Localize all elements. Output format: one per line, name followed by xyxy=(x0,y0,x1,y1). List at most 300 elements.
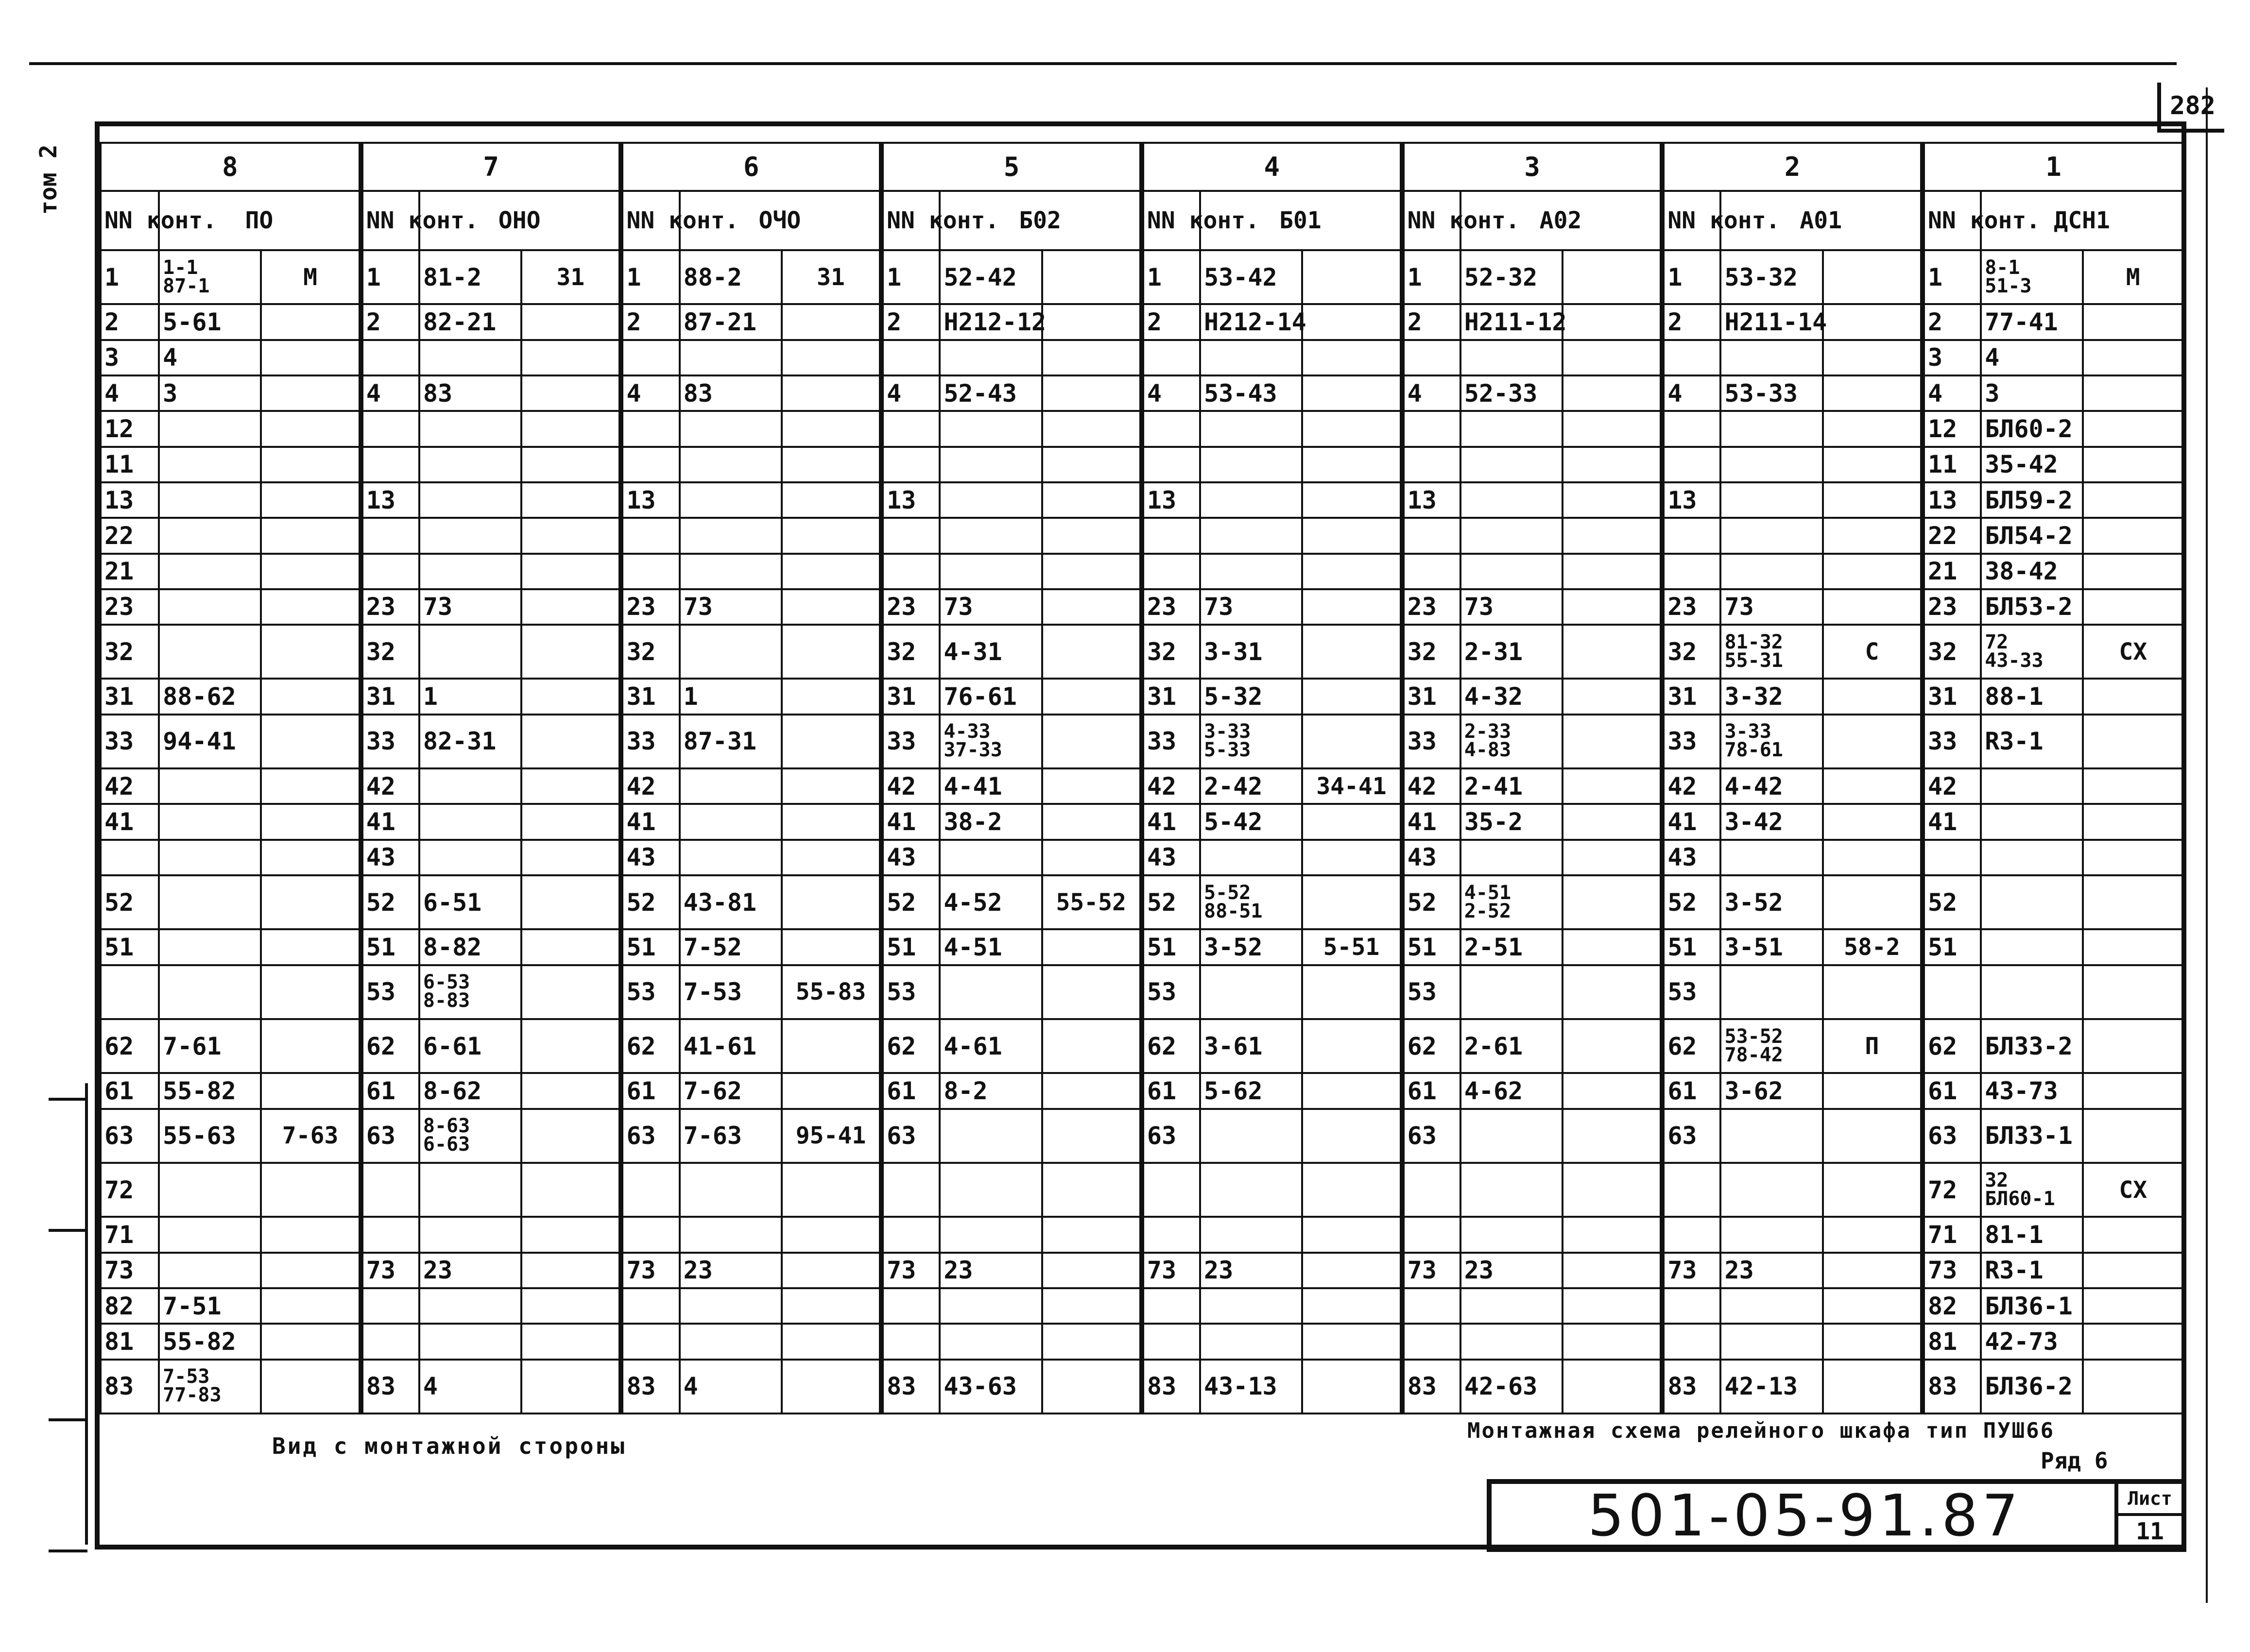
wire-destination: БЛ59-2 xyxy=(1981,482,2083,518)
table-row xyxy=(101,679,2183,714)
wire-destination: 53-43 xyxy=(1200,375,1302,411)
wire-note xyxy=(782,482,881,518)
wire-note xyxy=(1042,1288,1142,1324)
wire-destination: 23 xyxy=(1200,1253,1302,1288)
sheet-label: Лист xyxy=(2118,1484,2181,1516)
contact-number: 4 xyxy=(881,375,940,411)
contact-number: 4 xyxy=(621,375,679,411)
wire-note xyxy=(1042,447,1142,482)
wire-destination xyxy=(1720,340,1822,375)
contact-number xyxy=(1142,1217,1200,1252)
wire-note xyxy=(2083,715,2183,768)
table-row xyxy=(101,1253,2183,1288)
contact-number: 31 xyxy=(1662,679,1720,714)
wire-note xyxy=(1042,1073,1142,1108)
contact-number: 51 xyxy=(361,929,419,965)
wire-note xyxy=(261,1360,361,1414)
wire-destination xyxy=(1200,1109,1302,1163)
wire-note xyxy=(1042,715,1142,768)
wire-destination: 55-82 xyxy=(159,1073,261,1108)
wire-destination: 6-53 8-83 xyxy=(419,965,521,1019)
wire-note xyxy=(782,715,881,768)
contact-number: 52 xyxy=(621,875,679,929)
contact-number: 61 xyxy=(1402,1073,1460,1108)
wire-note xyxy=(2083,965,2183,1019)
wire-note xyxy=(1563,1109,1662,1163)
column-number: 7 xyxy=(361,143,621,191)
contact-number: 51 xyxy=(1402,929,1460,965)
wire-destination: 23 xyxy=(940,1253,1042,1288)
contact-number: 63 xyxy=(1662,1109,1720,1163)
contact-number: 43 xyxy=(881,840,940,875)
contact-number xyxy=(881,1217,940,1252)
wire-note xyxy=(1042,1253,1142,1288)
wire-destination xyxy=(680,1217,782,1252)
wire-destination: БЛ53-2 xyxy=(1981,589,2083,625)
contact-number: 61 xyxy=(621,1073,679,1108)
contact-number: 31 xyxy=(1142,679,1200,714)
contact-number: 32 xyxy=(1402,625,1460,679)
wire-destination: 73 xyxy=(1460,589,1563,625)
contact-number xyxy=(1402,1163,1460,1217)
wire-note xyxy=(1823,1360,1923,1414)
wire-destination xyxy=(680,768,782,804)
wire-destination xyxy=(680,804,782,839)
contact-number: 72 xyxy=(101,1163,159,1217)
wire-note xyxy=(521,625,621,679)
wire-note: 58-2 xyxy=(1823,929,1923,965)
wire-note xyxy=(782,518,881,553)
contact-number xyxy=(1142,518,1200,553)
wire-note xyxy=(1042,250,1142,304)
contact-number xyxy=(1142,340,1200,375)
contact-number: 51 xyxy=(1662,929,1720,965)
contact-number xyxy=(621,1324,679,1359)
wire-destination: 81-2 xyxy=(419,250,521,304)
wire-note xyxy=(1042,965,1142,1019)
wire-note xyxy=(1042,625,1142,679)
contact-number: 4 xyxy=(1923,375,1981,411)
contact-number xyxy=(101,840,159,875)
wire-destination xyxy=(159,768,261,804)
wire-note xyxy=(782,768,881,804)
wire-destination: 3 xyxy=(159,375,261,411)
wire-destination xyxy=(680,447,782,482)
wire-destination: 3 xyxy=(1981,375,2083,411)
wire-destination xyxy=(1200,1217,1302,1252)
table-row xyxy=(101,715,2183,768)
wire-note xyxy=(2083,518,2183,553)
wire-note xyxy=(1302,1163,1402,1217)
wire-destination xyxy=(419,625,521,679)
wire-destination: 53-52 78-42 xyxy=(1720,1019,1822,1073)
contact-number xyxy=(881,518,940,553)
contact-number: 41 xyxy=(621,804,679,839)
wire-note xyxy=(2083,1253,2183,1288)
wire-destination: 8-62 xyxy=(419,1073,521,1108)
contact-number: 73 xyxy=(101,1253,159,1288)
contact-number: 33 xyxy=(881,715,940,768)
wire-note xyxy=(1823,965,1923,1019)
wire-destination: 76-61 xyxy=(940,679,1042,714)
contact-number: 42 xyxy=(1142,768,1200,804)
contact-number: 43 xyxy=(1402,840,1460,875)
wire-destination xyxy=(940,1217,1042,1252)
wire-note xyxy=(1823,1253,1923,1288)
contact-number: 33 xyxy=(1923,715,1981,768)
table-row xyxy=(101,518,2183,553)
wire-destination: Н211-14 xyxy=(1720,304,1822,340)
wire-note xyxy=(261,679,361,714)
wire-destination: 7-63 xyxy=(680,1109,782,1163)
wire-note xyxy=(1563,929,1662,965)
wire-note xyxy=(261,1073,361,1108)
wire-note: М xyxy=(2083,250,2183,304)
contact-number: 23 xyxy=(361,589,419,625)
wire-destination xyxy=(419,447,521,482)
wire-note xyxy=(782,1073,881,1108)
wire-note xyxy=(521,411,621,446)
wire-destination: 73 xyxy=(940,589,1042,625)
wire-destination xyxy=(419,768,521,804)
contact-number xyxy=(881,447,940,482)
wire-note xyxy=(261,840,361,875)
wire-destination xyxy=(1460,1324,1563,1359)
wire-note xyxy=(2083,1360,2183,1414)
wire-note xyxy=(2083,768,2183,804)
contact-number: 82 xyxy=(1923,1288,1981,1324)
wire-note xyxy=(1302,840,1402,875)
contact-number xyxy=(621,554,679,589)
wire-destination: 35-2 xyxy=(1460,804,1563,839)
wire-note xyxy=(1823,840,1923,875)
wire-note xyxy=(261,304,361,340)
wire-destination: 2-61 xyxy=(1460,1019,1563,1073)
wire-note xyxy=(1823,1217,1923,1252)
wire-destination: 43-63 xyxy=(940,1360,1042,1414)
wire-note xyxy=(1563,715,1662,768)
contact-number: 42 xyxy=(361,768,419,804)
wire-note xyxy=(782,929,881,965)
wire-destination: 82-21 xyxy=(419,304,521,340)
contact-number: 52 xyxy=(1923,875,1981,929)
wire-note xyxy=(1563,589,1662,625)
contact-number xyxy=(1662,1163,1720,1217)
contact-number-header: NN конт. xyxy=(1923,191,1981,250)
right-edge-rule xyxy=(2206,87,2208,1603)
wire-note xyxy=(1823,375,1923,411)
contact-number: 62 xyxy=(1142,1019,1200,1073)
contact-number: 61 xyxy=(1142,1073,1200,1108)
volume-label: том 2 xyxy=(35,144,62,215)
column-number: 4 xyxy=(1142,143,1402,191)
wire-note xyxy=(521,447,621,482)
wire-note xyxy=(1823,875,1923,929)
wire-destination xyxy=(1981,840,2083,875)
wire-note xyxy=(1042,1109,1142,1163)
contact-number: 41 xyxy=(361,804,419,839)
wire-note xyxy=(1302,1324,1402,1359)
contact-number: 32 xyxy=(621,625,679,679)
wire-destination xyxy=(1981,804,2083,839)
wire-destination: 4-42 xyxy=(1720,768,1822,804)
device-name: А02 xyxy=(1460,191,1663,250)
contact-number xyxy=(101,965,159,1019)
wire-destination xyxy=(419,840,521,875)
wire-destination xyxy=(1720,518,1822,553)
wire-note: 34-41 xyxy=(1302,768,1402,804)
wire-destination: 7-51 xyxy=(159,1288,261,1324)
contact-number: 13 xyxy=(361,482,419,518)
contact-number: 82 xyxy=(101,1288,159,1324)
wire-destination xyxy=(159,518,261,553)
margin-ticks xyxy=(49,1069,87,1554)
contact-number xyxy=(1662,1217,1720,1252)
wire-destination xyxy=(940,482,1042,518)
wire-destination xyxy=(680,482,782,518)
wire-destination: 4-51 2-52 xyxy=(1460,875,1563,929)
wire-note xyxy=(2083,875,2183,929)
wire-note xyxy=(1563,840,1662,875)
wire-note xyxy=(521,1163,621,1217)
contact-number: 33 xyxy=(1402,715,1460,768)
wire-destination xyxy=(1460,1163,1563,1217)
wire-note xyxy=(1302,482,1402,518)
contact-number: 61 xyxy=(361,1073,419,1108)
wire-note xyxy=(1563,875,1662,929)
table-row xyxy=(101,768,2183,804)
wire-destination: БЛ36-2 xyxy=(1981,1360,2083,1414)
wire-destination xyxy=(419,411,521,446)
wire-destination: 81-1 xyxy=(1981,1217,2083,1252)
wire-destination: 6-51 xyxy=(419,875,521,929)
contact-number: 1 xyxy=(1662,250,1720,304)
wire-note xyxy=(782,1288,881,1324)
wire-note xyxy=(2083,1288,2183,1324)
wire-destination xyxy=(940,340,1042,375)
wire-note xyxy=(2083,840,2183,875)
wire-note xyxy=(1302,447,1402,482)
contact-number: 3 xyxy=(101,340,159,375)
contact-number: 43 xyxy=(361,840,419,875)
wire-destination: 4-33 37-33 xyxy=(940,715,1042,768)
wire-destination: 42-73 xyxy=(1981,1324,2083,1359)
table-row xyxy=(101,411,2183,446)
contact-number: 41 xyxy=(101,804,159,839)
wire-destination: 41-61 xyxy=(680,1019,782,1073)
wire-destination: 23 xyxy=(680,1253,782,1288)
wire-note xyxy=(521,965,621,1019)
table-row xyxy=(101,840,2183,875)
device-name: А01 xyxy=(1720,191,1923,250)
wire-destination xyxy=(1460,965,1563,1019)
contact-number xyxy=(361,447,419,482)
wire-destination: 72 43-33 xyxy=(1981,625,2083,679)
wire-note xyxy=(1563,804,1662,839)
contact-number xyxy=(1662,554,1720,589)
contact-number xyxy=(1142,447,1200,482)
table-row xyxy=(101,375,2183,411)
wire-destination: R3-1 xyxy=(1981,1253,2083,1288)
wire-destination: 5-32 xyxy=(1200,679,1302,714)
wire-note xyxy=(521,804,621,839)
wire-destination: 83 xyxy=(419,375,521,411)
contact-number: 2 xyxy=(1662,304,1720,340)
wire-note xyxy=(1302,304,1402,340)
contact-number: 81 xyxy=(1923,1324,1981,1359)
document-code: 501-05-91.87 xyxy=(1587,1482,2023,1549)
table-row xyxy=(101,929,2183,965)
table-row xyxy=(101,554,2183,589)
wire-note xyxy=(1042,1324,1142,1359)
wire-destination: 5-42 xyxy=(1200,804,1302,839)
contact-number: 31 xyxy=(361,679,419,714)
wire-note xyxy=(1823,1163,1923,1217)
table-row xyxy=(101,1019,2183,1073)
wire-destination xyxy=(680,840,782,875)
wire-note xyxy=(1302,715,1402,768)
table-row xyxy=(101,804,2183,839)
contact-number xyxy=(1142,1163,1200,1217)
wire-destination xyxy=(940,411,1042,446)
wire-note xyxy=(521,1360,621,1414)
wire-destination xyxy=(1720,482,1822,518)
wire-note: С xyxy=(1823,625,1923,679)
contact-number: 32 xyxy=(881,625,940,679)
contact-number: 83 xyxy=(361,1360,419,1414)
contact-number: 73 xyxy=(881,1253,940,1288)
wire-note xyxy=(1563,1217,1662,1252)
wire-note xyxy=(1823,1109,1923,1163)
contact-number xyxy=(361,1324,419,1359)
wire-destination xyxy=(159,482,261,518)
contact-number xyxy=(1402,1217,1460,1252)
contact-number: 12 xyxy=(101,411,159,446)
wire-note xyxy=(1302,1360,1402,1414)
wire-destination xyxy=(159,1253,261,1288)
wire-note xyxy=(1823,518,1923,553)
wire-destination: 4-41 xyxy=(940,768,1042,804)
wire-destination: 82-31 xyxy=(419,715,521,768)
wire-note xyxy=(1823,340,1923,375)
contact-number xyxy=(881,340,940,375)
contact-number: 11 xyxy=(101,447,159,482)
wire-note xyxy=(1302,411,1402,446)
wire-destination: 88-1 xyxy=(1981,679,2083,714)
wire-note xyxy=(521,518,621,553)
contact-number: 83 xyxy=(1662,1360,1720,1414)
wire-note: 55-83 xyxy=(782,965,881,1019)
table-row xyxy=(101,250,2183,304)
contact-number: 53 xyxy=(1142,965,1200,1019)
wire-destination: 42-13 xyxy=(1720,1360,1822,1414)
contact-number: 23 xyxy=(1402,589,1460,625)
contact-number: 1 xyxy=(1142,250,1200,304)
table-row xyxy=(101,1163,2183,1217)
wire-note xyxy=(1042,679,1142,714)
wire-note xyxy=(2083,482,2183,518)
contact-number xyxy=(361,518,419,553)
wire-note xyxy=(1042,768,1142,804)
wire-destination: 32 БЛ60-1 xyxy=(1981,1163,2083,1217)
wire-destination: 73 xyxy=(419,589,521,625)
wire-note xyxy=(1302,1288,1402,1324)
device-name: ДСН1 xyxy=(1981,191,2183,250)
wire-note xyxy=(2083,304,2183,340)
contact-number: 63 xyxy=(1923,1109,1981,1163)
wire-note xyxy=(261,715,361,768)
column-number: 3 xyxy=(1402,143,1663,191)
wire-note xyxy=(261,1288,361,1324)
wire-destination xyxy=(159,589,261,625)
wire-note xyxy=(1563,1073,1662,1108)
wire-note xyxy=(1042,929,1142,965)
wire-destination xyxy=(1981,929,2083,965)
wire-note xyxy=(1302,804,1402,839)
wire-destination xyxy=(940,965,1042,1019)
wire-destination: 4-61 xyxy=(940,1019,1042,1073)
wire-note xyxy=(521,1073,621,1108)
contact-number-header: NN конт. xyxy=(101,191,159,250)
wire-note xyxy=(1302,1109,1402,1163)
wire-note xyxy=(1563,625,1662,679)
contact-number: 61 xyxy=(881,1073,940,1108)
contact-number: 13 xyxy=(1402,482,1460,518)
wire-note xyxy=(1302,875,1402,929)
wire-note xyxy=(2083,1019,2183,1073)
wire-note xyxy=(782,304,881,340)
wire-destination xyxy=(159,840,261,875)
wire-note xyxy=(1563,375,1662,411)
wire-note xyxy=(1563,1019,1662,1073)
contact-number: 33 xyxy=(101,715,159,768)
contact-number: 21 xyxy=(1923,554,1981,589)
wire-note xyxy=(1823,715,1923,768)
wire-destination: 53-33 xyxy=(1720,375,1822,411)
contact-number xyxy=(1402,447,1460,482)
wire-destination xyxy=(419,1324,521,1359)
wire-destination xyxy=(680,1324,782,1359)
wire-destination xyxy=(1460,447,1563,482)
wire-note xyxy=(782,1360,881,1414)
contact-number: 31 xyxy=(881,679,940,714)
wire-note xyxy=(521,554,621,589)
wire-note xyxy=(1823,768,1923,804)
device-name: ОЧО xyxy=(680,191,882,250)
contact-number: 52 xyxy=(101,875,159,929)
wire-destination: 3-42 xyxy=(1720,804,1822,839)
wire-note xyxy=(1563,447,1662,482)
wire-destination xyxy=(1460,340,1563,375)
contact-number xyxy=(1402,1324,1460,1359)
contact-number: 41 xyxy=(1923,804,1981,839)
contact-number: 53 xyxy=(881,965,940,1019)
wire-note xyxy=(1302,250,1402,304)
table-row xyxy=(101,625,2183,679)
wire-destination: БЛ33-1 xyxy=(1981,1109,2083,1163)
wire-note xyxy=(782,1324,881,1359)
wire-note xyxy=(782,625,881,679)
wire-destination: 3-61 xyxy=(1200,1019,1302,1073)
contact-number: 13 xyxy=(1923,482,1981,518)
wire-note xyxy=(521,1253,621,1288)
contact-number: 23 xyxy=(1923,589,1981,625)
contact-number: 63 xyxy=(101,1109,159,1163)
contact-number: 1 xyxy=(361,250,419,304)
wire-note xyxy=(521,1324,621,1359)
wire-destination xyxy=(1720,840,1822,875)
wire-destination xyxy=(1460,1109,1563,1163)
